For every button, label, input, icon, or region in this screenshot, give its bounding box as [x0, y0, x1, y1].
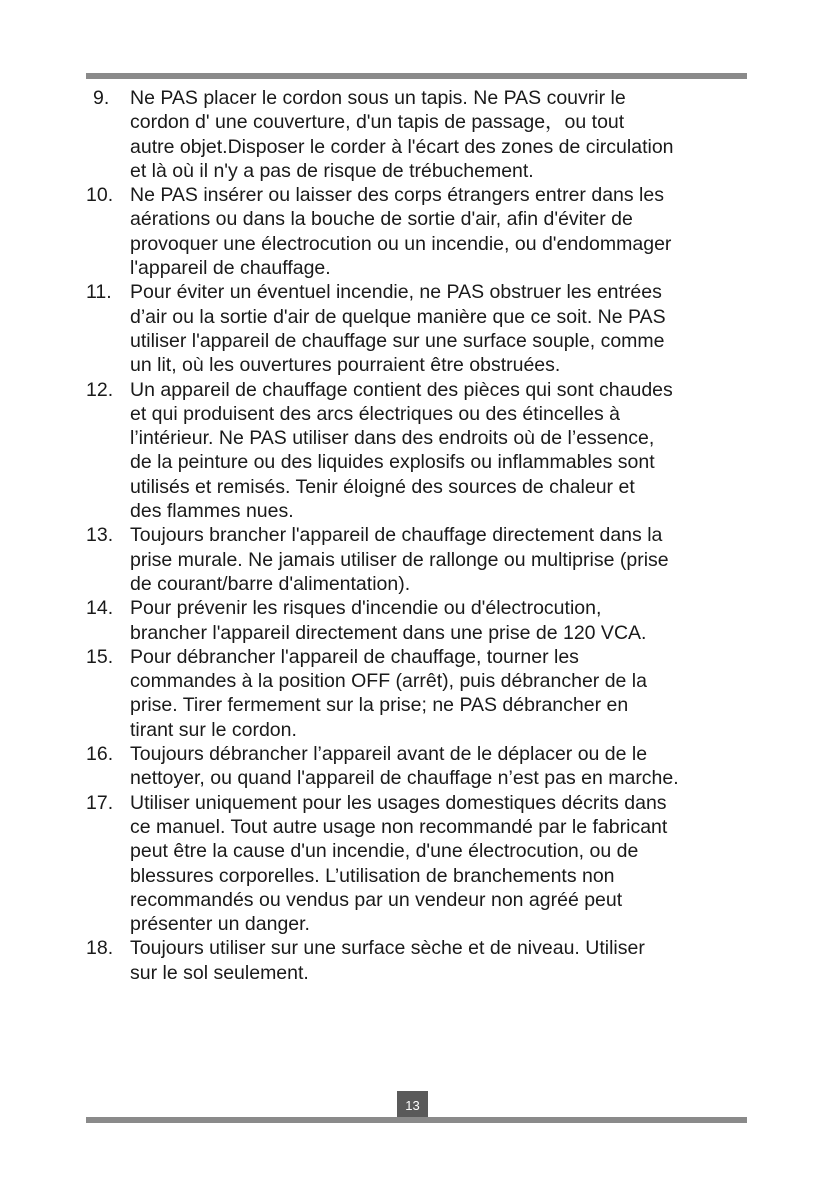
item-number: 13.: [86, 524, 114, 547]
instruction-line: l'appareil de chauffage.: [130, 257, 331, 280]
instruction-line: provoquer une électrocution ou un incendie, ou d'endommager: [130, 232, 672, 255]
instruction-line: blessures corporelles. L’utilisation de branchements non: [130, 864, 615, 887]
item-number: 18.: [86, 937, 114, 960]
item-number: 9.: [93, 87, 110, 109]
instruction-line: Pour éviter un éventuel incendie, ne PAS obstruer les entrées: [130, 281, 662, 304]
item-number: 14.: [86, 597, 114, 620]
instruction-line: brancher l'appareil directement dans une prise de 120 VCA.: [130, 621, 647, 644]
item-number: 11.: [86, 281, 112, 304]
instruction-line: prise. Tirer fermement sur la prise; ne PAS débrancher en: [130, 694, 629, 717]
page-number-badge: 13: [397, 1091, 428, 1121]
instruction-line: peut être la cause d'un incendie, d'une électrocution, ou de: [130, 840, 639, 863]
item-number: 15.: [86, 645, 114, 668]
instruction-line: cordon d' une couverture, d'un tapis de passage，ou tout: [130, 111, 625, 134]
instruction-line: autre objet.Disposer le corder à l'écart des zones de circulation: [130, 135, 674, 158]
instruction-line: des flammes nues.: [130, 500, 294, 523]
instruction-line: présenter un danger.: [130, 913, 310, 936]
instruction-line: Pour prévenir les risques d'incendie ou d'électrocution,: [130, 597, 602, 620]
instruction-item-10: [86, 183, 786, 280]
instruction-line: recommandés ou vendus par un vendeur non agréé peut: [130, 888, 623, 911]
instruction-line: commandes à la position OFF (arrêt), puis débrancher de la: [130, 670, 647, 693]
instruction-line: nettoyer, ou quand l'appareil de chauffage n’est pas en marche.: [130, 767, 679, 790]
instruction-item-12: [86, 378, 786, 524]
instruction-line: et là où il n'y a pas de risque de trébuchement.: [130, 159, 534, 182]
instruction-line: sur le sol seulement.: [130, 961, 309, 984]
instruction-line: d’air ou la sortie d'air de quelque manière que ce soit. Ne PAS: [130, 305, 666, 328]
instruction-item-14: [86, 596, 786, 645]
instruction-line: Toujours utiliser sur une surface sèche et de niveau. Utiliser: [130, 937, 645, 960]
instruction-list: [86, 86, 786, 985]
instruction-line: Toujours brancher l'appareil de chauffage directement dans la: [130, 524, 663, 547]
instruction-item-18: [86, 936, 786, 985]
instruction-line: aérations ou dans la bouche de sortie d'air, afin d'éviter de: [130, 208, 633, 231]
instruction-line: un lit, où les ouvertures pourraient être obstruées.: [130, 354, 561, 377]
item-number: 12.: [86, 378, 114, 401]
instruction-line: Utiliser uniquement pour les usages domestiques décrits dans: [130, 791, 667, 814]
instruction-line: de courant/barre d'alimentation).: [130, 572, 411, 595]
instruction-item-9: [86, 86, 786, 183]
instruction-line: utilisés et remisés. Tenir éloigné des sources de chaleur et: [130, 475, 635, 498]
instruction-line: utiliser l'appareil de chauffage sur une surface souple, comme: [130, 329, 665, 352]
instruction-line: de la peinture ou des liquides explosifs ou inflammables sont: [130, 451, 655, 474]
instruction-line: prise murale. Ne jamais utiliser de rallonge ou multiprise (prise: [130, 548, 669, 571]
instruction-line: Toujours débrancher l’appareil avant de le déplacer ou de le: [130, 743, 648, 766]
instruction-item-13: [86, 523, 786, 596]
instruction-item-15: [86, 645, 786, 742]
instruction-line: tirant sur le cordon.: [130, 718, 297, 741]
item-number: 10.: [86, 184, 114, 207]
item-number: 17.: [86, 791, 114, 814]
instruction-item-16: [86, 742, 786, 791]
instruction-line: Un appareil de chauffage contient des pièces qui sont chaudes: [130, 378, 673, 401]
instruction-line: Pour débrancher l'appareil de chauffage, tourner les: [130, 645, 579, 668]
instruction-line: Ne PAS placer le cordon sous un tapis. Ne PAS couvrir le: [130, 87, 626, 109]
instruction-line: ce manuel. Tout autre usage non recommandé par le fabricant: [130, 815, 668, 838]
item-number: 16.: [86, 743, 114, 766]
instruction-line: l’intérieur. Ne PAS utiliser dans des endroits où de l’essence,: [130, 427, 655, 450]
instruction-item-17: [86, 791, 786, 937]
bottom-rule: [86, 1117, 747, 1123]
top-rule: [86, 73, 747, 79]
instruction-line: et qui produisent des arcs électriques ou des étincelles à: [130, 402, 620, 425]
instruction-item-11: [86, 280, 786, 377]
instruction-line: Ne PAS insérer ou laisser des corps étrangers entrer dans les: [130, 184, 664, 207]
